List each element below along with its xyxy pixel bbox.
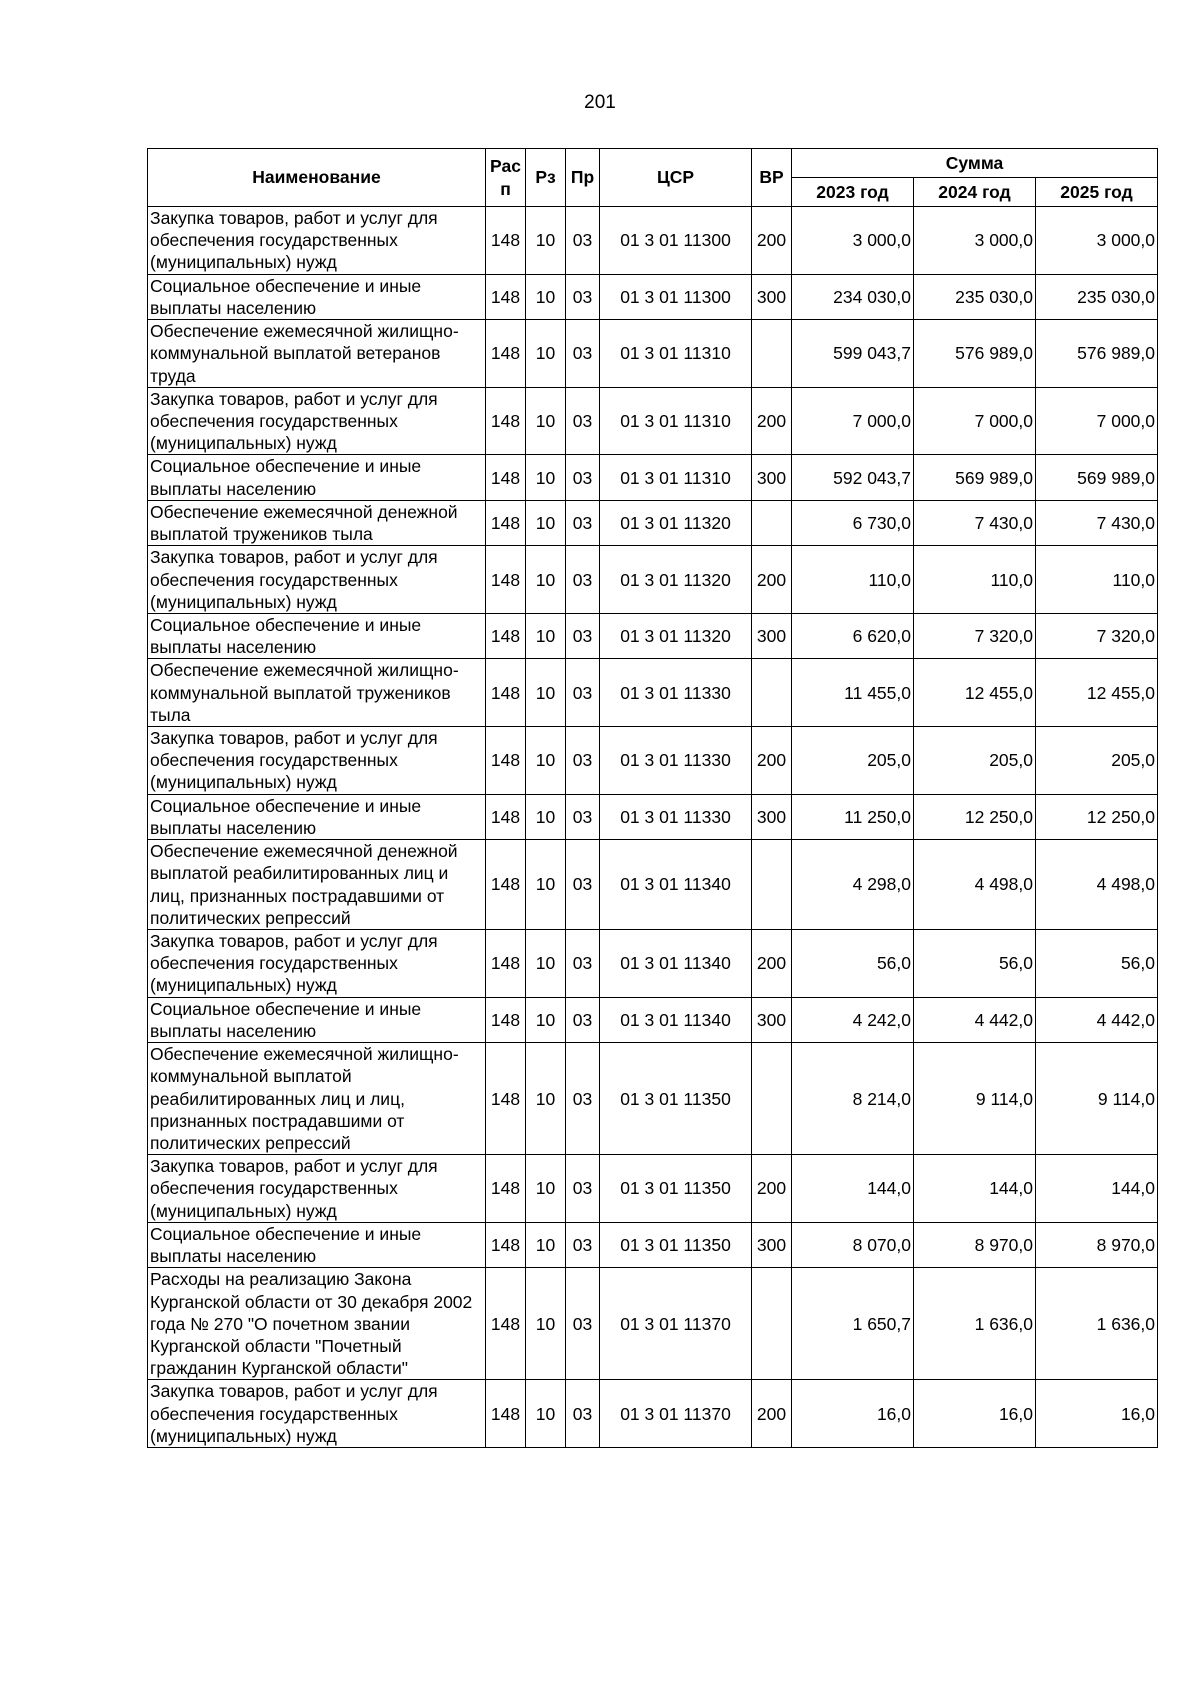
cell-vr: 200 xyxy=(752,1155,792,1223)
cell-rz: 10 xyxy=(526,613,566,658)
cell-rasp: 148 xyxy=(486,1380,526,1448)
cell-sum-2025: 4 498,0 xyxy=(1036,840,1158,930)
cell-pr: 03 xyxy=(566,1155,600,1223)
cell-name: Социальное обеспечение и иные выплаты населению xyxy=(148,613,486,658)
cell-sum-2025: 12 250,0 xyxy=(1036,794,1158,839)
cell-sum-2024: 56,0 xyxy=(914,930,1036,998)
cell-name: Социальное обеспечение и иные выплаты населению xyxy=(148,794,486,839)
cell-name: Социальное обеспечение и иные выплаты населению xyxy=(148,274,486,319)
cell-pr: 03 xyxy=(566,794,600,839)
cell-sum-2023: 4 242,0 xyxy=(792,997,914,1042)
cell-rz: 10 xyxy=(526,1155,566,1223)
cell-vr: 200 xyxy=(752,546,792,614)
cell-name: Закупка товаров, работ и услуг для обеспечения государственных (муниципальных) нужд xyxy=(148,207,486,275)
cell-rasp: 148 xyxy=(486,1222,526,1267)
cell-name: Обеспечение ежемесячной жилищно-коммунальной выплатой тружеников тыла xyxy=(148,659,486,727)
table-body xyxy=(148,207,1158,1448)
cell-sum-2025: 144,0 xyxy=(1036,1155,1158,1223)
header-year-2024: 2024 год xyxy=(914,178,1036,207)
cell-csr: 01 3 01 11330 xyxy=(600,659,752,727)
table-row xyxy=(148,794,1158,839)
header-csr: ЦСР xyxy=(600,149,752,207)
cell-pr: 03 xyxy=(566,930,600,998)
cell-pr: 03 xyxy=(566,1222,600,1267)
cell-sum-2024: 12 455,0 xyxy=(914,659,1036,727)
cell-name: Закупка товаров, работ и услуг для обеспечения государственных (муниципальных) нужд xyxy=(148,1155,486,1223)
cell-sum-2023: 110,0 xyxy=(792,546,914,614)
cell-pr: 03 xyxy=(566,387,600,455)
cell-vr: 200 xyxy=(752,727,792,795)
cell-sum-2025: 16,0 xyxy=(1036,1380,1158,1448)
cell-csr: 01 3 01 11330 xyxy=(600,794,752,839)
cell-sum-2023: 11 250,0 xyxy=(792,794,914,839)
cell-sum-2024: 1 636,0 xyxy=(914,1268,1036,1380)
cell-vr: 300 xyxy=(752,794,792,839)
cell-vr: 300 xyxy=(752,997,792,1042)
cell-vr: 200 xyxy=(752,1380,792,1448)
cell-name: Расходы на реализацию Закона Курганской области от 30 декабря 2002 года № 270 "О почетном звании Курганской области "Почетный гражданин Курганской области" xyxy=(148,1268,486,1380)
cell-rz: 10 xyxy=(526,455,566,500)
cell-sum-2024: 110,0 xyxy=(914,546,1036,614)
cell-rz: 10 xyxy=(526,274,566,319)
header-year-2023: 2023 год xyxy=(792,178,914,207)
cell-name: Обеспечение ежемесячной денежной выплатой тружеников тыла xyxy=(148,500,486,545)
cell-sum-2023: 56,0 xyxy=(792,930,914,998)
cell-sum-2024: 7 320,0 xyxy=(914,613,1036,658)
cell-rz: 10 xyxy=(526,659,566,727)
cell-sum-2023: 6 620,0 xyxy=(792,613,914,658)
cell-sum-2025: 7 000,0 xyxy=(1036,387,1158,455)
header-rz: Рз xyxy=(526,149,566,207)
cell-name: Обеспечение ежемесячной жилищно-коммунальной выплатой ветеранов труда xyxy=(148,320,486,388)
cell-csr: 01 3 01 11370 xyxy=(600,1380,752,1448)
cell-rasp: 148 xyxy=(486,794,526,839)
cell-pr: 03 xyxy=(566,997,600,1042)
cell-sum-2025: 235 030,0 xyxy=(1036,274,1158,319)
cell-csr: 01 3 01 11310 xyxy=(600,387,752,455)
cell-sum-2025: 8 970,0 xyxy=(1036,1222,1158,1267)
page-number: 201 xyxy=(584,92,616,113)
cell-sum-2025: 1 636,0 xyxy=(1036,1268,1158,1380)
cell-csr: 01 3 01 11300 xyxy=(600,207,752,275)
cell-name: Закупка товаров, работ и услуг для обеспечения государственных (муниципальных) нужд xyxy=(148,546,486,614)
table-row xyxy=(148,387,1158,455)
cell-name: Обеспечение ежемесячной жилищно-коммунальной выплатой реабилитированных лиц и лиц, признанных пострадавшими от политических репрессий xyxy=(148,1043,486,1155)
cell-name: Социальное обеспечение и иные выплаты населению xyxy=(148,455,486,500)
cell-vr xyxy=(752,1043,792,1155)
cell-csr: 01 3 01 11330 xyxy=(600,727,752,795)
cell-csr: 01 3 01 11340 xyxy=(600,930,752,998)
cell-sum-2024: 235 030,0 xyxy=(914,274,1036,319)
cell-rz: 10 xyxy=(526,207,566,275)
cell-sum-2024: 205,0 xyxy=(914,727,1036,795)
cell-rasp: 148 xyxy=(486,455,526,500)
cell-sum-2025: 4 442,0 xyxy=(1036,997,1158,1042)
cell-rasp: 148 xyxy=(486,930,526,998)
cell-name: Закупка товаров, работ и услуг для обеспечения государственных (муниципальных) нужд xyxy=(148,930,486,998)
cell-pr: 03 xyxy=(566,455,600,500)
cell-sum-2023: 205,0 xyxy=(792,727,914,795)
table-row xyxy=(148,727,1158,795)
table-row xyxy=(148,997,1158,1042)
cell-name: Закупка товаров, работ и услуг для обеспечения государственных (муниципальных) нужд xyxy=(148,387,486,455)
cell-vr: 300 xyxy=(752,613,792,658)
cell-sum-2023: 16,0 xyxy=(792,1380,914,1448)
cell-rz: 10 xyxy=(526,1380,566,1448)
cell-sum-2024: 7 000,0 xyxy=(914,387,1036,455)
cell-sum-2025: 569 989,0 xyxy=(1036,455,1158,500)
cell-sum-2024: 3 000,0 xyxy=(914,207,1036,275)
table-row xyxy=(148,1268,1158,1380)
table-row xyxy=(148,659,1158,727)
cell-sum-2025: 9 114,0 xyxy=(1036,1043,1158,1155)
cell-rasp: 148 xyxy=(486,613,526,658)
cell-rz: 10 xyxy=(526,794,566,839)
cell-sum-2023: 8 070,0 xyxy=(792,1222,914,1267)
cell-sum-2023: 3 000,0 xyxy=(792,207,914,275)
header-year-2025: 2025 год xyxy=(1036,178,1158,207)
cell-pr: 03 xyxy=(566,1380,600,1448)
cell-csr: 01 3 01 11320 xyxy=(600,500,752,545)
cell-sum-2025: 576 989,0 xyxy=(1036,320,1158,388)
cell-sum-2024: 4 442,0 xyxy=(914,997,1036,1042)
cell-vr: 300 xyxy=(752,1222,792,1267)
table-row xyxy=(148,207,1158,275)
cell-csr: 01 3 01 11350 xyxy=(600,1222,752,1267)
cell-pr: 03 xyxy=(566,613,600,658)
cell-name: Социальное обеспечение и иные выплаты населению xyxy=(148,1222,486,1267)
cell-name: Закупка товаров, работ и услуг для обеспечения государственных (муниципальных) нужд xyxy=(148,727,486,795)
cell-sum-2025: 7 430,0 xyxy=(1036,500,1158,545)
cell-csr: 01 3 01 11310 xyxy=(600,455,752,500)
cell-rasp: 148 xyxy=(486,1043,526,1155)
cell-pr: 03 xyxy=(566,840,600,930)
table-row xyxy=(148,1380,1158,1448)
header-rasp: Рас п xyxy=(486,149,526,207)
cell-rasp: 148 xyxy=(486,320,526,388)
cell-csr: 01 3 01 11300 xyxy=(600,274,752,319)
cell-rz: 10 xyxy=(526,1043,566,1155)
cell-name: Обеспечение ежемесячной денежной выплатой реабилитированных лиц и лиц, признанных пострадавшими от политических репрессий xyxy=(148,840,486,930)
cell-sum-2024: 569 989,0 xyxy=(914,455,1036,500)
cell-vr: 200 xyxy=(752,207,792,275)
cell-rasp: 148 xyxy=(486,500,526,545)
cell-vr xyxy=(752,840,792,930)
header-vr: ВР xyxy=(752,149,792,207)
cell-vr: 200 xyxy=(752,387,792,455)
cell-vr: 200 xyxy=(752,930,792,998)
cell-sum-2025: 12 455,0 xyxy=(1036,659,1158,727)
cell-csr: 01 3 01 11370 xyxy=(600,1268,752,1380)
cell-sum-2024: 8 970,0 xyxy=(914,1222,1036,1267)
table-row xyxy=(148,840,1158,930)
cell-csr: 01 3 01 11320 xyxy=(600,613,752,658)
table-row xyxy=(148,500,1158,545)
cell-vr xyxy=(752,500,792,545)
cell-rasp: 148 xyxy=(486,1268,526,1380)
cell-sum-2024: 4 498,0 xyxy=(914,840,1036,930)
cell-csr: 01 3 01 11350 xyxy=(600,1043,752,1155)
cell-csr: 01 3 01 11340 xyxy=(600,997,752,1042)
cell-rz: 10 xyxy=(526,387,566,455)
cell-sum-2023: 144,0 xyxy=(792,1155,914,1223)
cell-rasp: 148 xyxy=(486,727,526,795)
table-row xyxy=(148,1155,1158,1223)
cell-rz: 10 xyxy=(526,500,566,545)
cell-sum-2024: 9 114,0 xyxy=(914,1043,1036,1155)
cell-pr: 03 xyxy=(566,274,600,319)
header-pr: Пр xyxy=(566,149,600,207)
cell-pr: 03 xyxy=(566,546,600,614)
table-row xyxy=(148,546,1158,614)
cell-csr: 01 3 01 11340 xyxy=(600,840,752,930)
cell-rasp: 148 xyxy=(486,207,526,275)
cell-rasp: 148 xyxy=(486,1155,526,1223)
cell-rasp: 148 xyxy=(486,387,526,455)
cell-sum-2024: 12 250,0 xyxy=(914,794,1036,839)
cell-rz: 10 xyxy=(526,840,566,930)
cell-rz: 10 xyxy=(526,1268,566,1380)
cell-rz: 10 xyxy=(526,997,566,1042)
budget-table xyxy=(147,148,1158,1448)
cell-sum-2023: 592 043,7 xyxy=(792,455,914,500)
cell-rz: 10 xyxy=(526,1222,566,1267)
table-row xyxy=(148,1043,1158,1155)
cell-pr: 03 xyxy=(566,1268,600,1380)
cell-rasp: 148 xyxy=(486,274,526,319)
table-row xyxy=(148,613,1158,658)
cell-name: Социальное обеспечение и иные выплаты населению xyxy=(148,997,486,1042)
cell-sum-2023: 7 000,0 xyxy=(792,387,914,455)
table-row xyxy=(148,320,1158,388)
table-row xyxy=(148,274,1158,319)
cell-sum-2025: 205,0 xyxy=(1036,727,1158,795)
cell-sum-2025: 7 320,0 xyxy=(1036,613,1158,658)
cell-pr: 03 xyxy=(566,727,600,795)
cell-pr: 03 xyxy=(566,659,600,727)
cell-rasp: 148 xyxy=(486,659,526,727)
cell-rasp: 148 xyxy=(486,840,526,930)
cell-csr: 01 3 01 11310 xyxy=(600,320,752,388)
cell-rz: 10 xyxy=(526,320,566,388)
cell-sum-2024: 576 989,0 xyxy=(914,320,1036,388)
cell-name: Закупка товаров, работ и услуг для обеспечения государственных (муниципальных) нужд xyxy=(148,1380,486,1448)
cell-sum-2023: 599 043,7 xyxy=(792,320,914,388)
cell-vr xyxy=(752,1268,792,1380)
cell-sum-2023: 234 030,0 xyxy=(792,274,914,319)
cell-sum-2024: 16,0 xyxy=(914,1380,1036,1448)
cell-rasp: 148 xyxy=(486,997,526,1042)
cell-sum-2023: 11 455,0 xyxy=(792,659,914,727)
cell-sum-2024: 7 430,0 xyxy=(914,500,1036,545)
cell-pr: 03 xyxy=(566,207,600,275)
cell-sum-2023: 1 650,7 xyxy=(792,1268,914,1380)
cell-sum-2025: 56,0 xyxy=(1036,930,1158,998)
cell-vr: 300 xyxy=(752,274,792,319)
table-row xyxy=(148,930,1158,998)
cell-rz: 10 xyxy=(526,546,566,614)
header-name: Наименование xyxy=(148,149,486,207)
table-row xyxy=(148,455,1158,500)
cell-sum-2023: 4 298,0 xyxy=(792,840,914,930)
cell-csr: 01 3 01 11350 xyxy=(600,1155,752,1223)
cell-rasp: 148 xyxy=(486,546,526,614)
cell-sum-2023: 6 730,0 xyxy=(792,500,914,545)
cell-sum-2025: 3 000,0 xyxy=(1036,207,1158,275)
header-sum: Сумма xyxy=(792,149,1158,178)
cell-vr xyxy=(752,320,792,388)
cell-sum-2023: 8 214,0 xyxy=(792,1043,914,1155)
cell-rz: 10 xyxy=(526,930,566,998)
cell-vr xyxy=(752,659,792,727)
cell-sum-2024: 144,0 xyxy=(914,1155,1036,1223)
cell-csr: 01 3 01 11320 xyxy=(600,546,752,614)
cell-pr: 03 xyxy=(566,1043,600,1155)
cell-pr: 03 xyxy=(566,320,600,388)
table-row xyxy=(148,1222,1158,1267)
cell-sum-2025: 110,0 xyxy=(1036,546,1158,614)
cell-rz: 10 xyxy=(526,727,566,795)
cell-pr: 03 xyxy=(566,500,600,545)
cell-vr: 300 xyxy=(752,455,792,500)
